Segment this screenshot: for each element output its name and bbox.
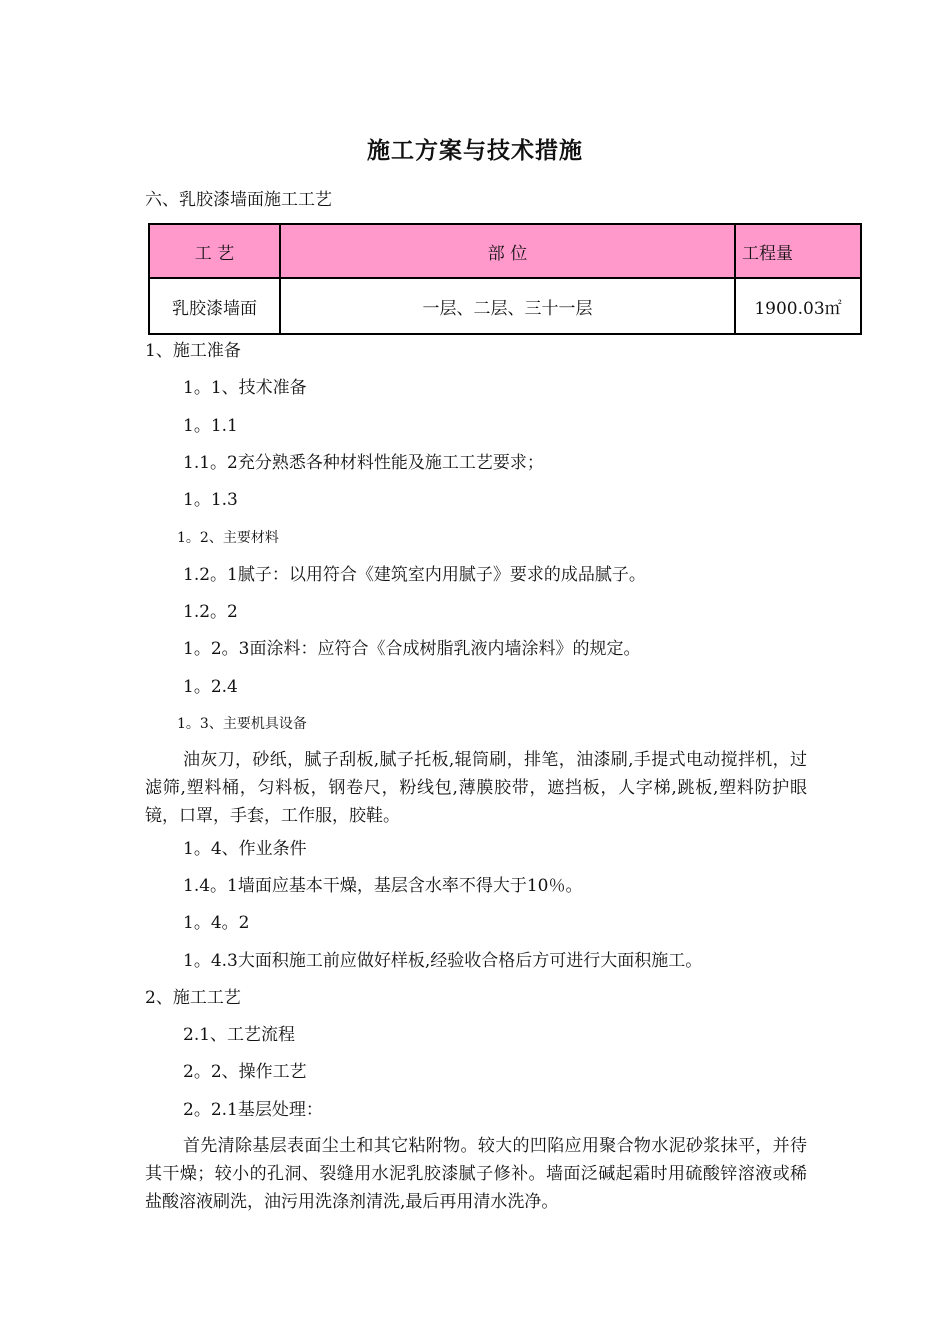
section-heading: 六、乳胶漆墙面施工工艺 xyxy=(145,190,332,210)
heading-1-3: 1。3、主要机具设备 xyxy=(177,716,307,732)
heading-1-4: 1。4、作业条件 xyxy=(183,839,307,859)
tools-paragraph: 油灰刀，砂纸，腻子刮板,腻子托板,辊筒刷，排笔，油漆刷,手提式电动搅拌机，过滤筛,塑料桶，匀料板，钢卷尺，粉线包,薄膜胶带，遮挡板，人字梯,跳板,塑料防护眼镜，口罩，手套，工作服，胶鞋。 xyxy=(145,750,807,826)
item-1-4-1: 1.4。1墙面应基本干燥，基层含水率不得大于10％。 xyxy=(183,876,583,896)
table-header-process: 工 艺 xyxy=(150,225,279,277)
item-1-1-3: 1。1.3 xyxy=(183,490,238,510)
heading-1: 1、施工准备 xyxy=(145,341,241,361)
table-divider xyxy=(734,225,736,333)
table-divider xyxy=(279,225,281,333)
heading-2-2: 2。2、操作工艺 xyxy=(183,1062,307,1082)
heading-2-2-1: 2。2.1基层处理： xyxy=(183,1100,323,1120)
table-cell-process: 乳胶漆墙面 xyxy=(172,298,257,319)
item-1-2-1: 1.2。1腻子：以用符合《建筑室内用腻子》要求的成品腻子。 xyxy=(183,565,646,585)
table-header-location: 部 位 xyxy=(281,225,734,277)
heading-2: 2、施工工艺 xyxy=(145,988,241,1008)
heading-1-1: 1。1、技术准备 xyxy=(183,378,307,398)
table-cell-quantity: 1900.03㎡ xyxy=(754,298,842,319)
item-1-2-2: 1.2。2 xyxy=(183,602,238,622)
table-divider xyxy=(150,277,860,279)
item-1-1-2: 1.1。2充分熟悉各种材料性能及施工工艺要求； xyxy=(183,453,544,473)
table-header-quantity: 工程量 xyxy=(736,225,860,277)
work-table xyxy=(148,223,862,335)
table-cell-location: 一层、二层、三十一层 xyxy=(422,298,593,319)
heading-2-1: 2.1、工艺流程 xyxy=(183,1025,296,1045)
item-1-4-2: 1。4。2 xyxy=(183,913,250,933)
item-1-2-4: 1。2.4 xyxy=(183,677,238,697)
item-1-1-1: 1。1.1 xyxy=(183,416,238,436)
heading-1-2: 1。2、主要材料 xyxy=(177,530,279,546)
item-1-4-3: 1。4.3大面积施工前应做好样板,经验收合格后方可进行大面积施工。 xyxy=(183,951,703,971)
item-1-2-3: 1。2。3面涂料：应符合《合成树脂乳液内墙涂料》的规定。 xyxy=(183,639,641,659)
page-title: 施工方案与技术措施 xyxy=(367,138,583,164)
base-treatment-paragraph: 首先清除基层表面尘土和其它粘附物。较大的凹陷应用聚合物水泥砂浆抹平，并待其干燥；较小的孔洞、裂缝用水泥乳胶漆腻子修补。墙面泛碱起霜时用硫酸锌溶液或稀盐酸溶液刷洗，油污用洗涤剂清洗,最后再用清水洗净。 xyxy=(145,1136,807,1212)
